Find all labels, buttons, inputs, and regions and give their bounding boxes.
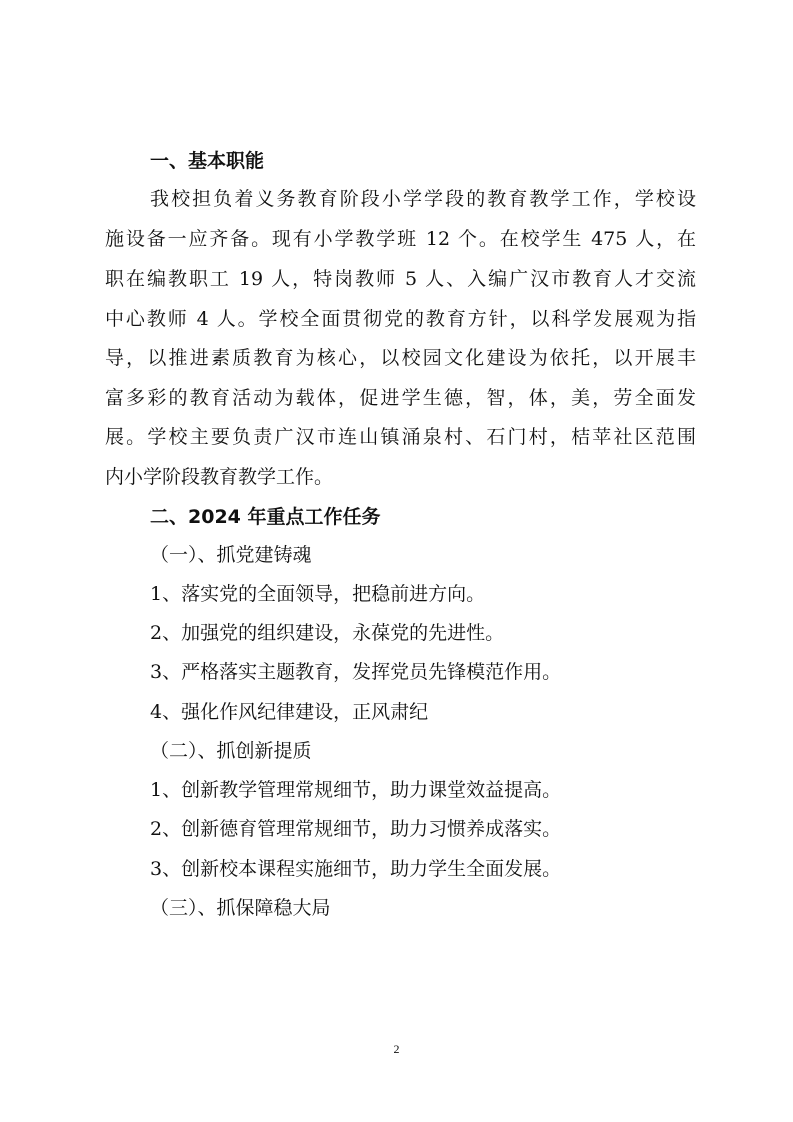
section2-heading: 二、2024 年重点工作任务 <box>150 506 381 528</box>
paragraph-line: 内小学阶段教育教学工作。 <box>105 466 334 488</box>
paragraph-line: 导，以推进素质教育为核心，以校园文化建设为依托，以开展丰 <box>105 347 696 369</box>
paragraph-line: 富多彩的教育活动为载体，促进学生德，智，体，美，劳全面发 <box>105 387 696 409</box>
list-item: 1、创新教学管理常规细节，助力课堂效益提高。 <box>150 779 562 801</box>
paragraph-line: 我校担负着义务教育阶段小学学段的教育教学工作，学校设 <box>150 188 696 210</box>
list-item: 2、创新德育管理常规细节，助力习惯养成落实。 <box>150 818 562 840</box>
list-item: 3、创新校本课程实施细节，助力学生全面发展。 <box>150 858 562 880</box>
paragraph-line: 施设备一应齐备。现有小学教学班 12 个。在校学生 475 人，在 <box>105 228 696 250</box>
page-number: 2 <box>393 1042 400 1056</box>
section1-heading: 一、基本职能 <box>150 150 265 172</box>
subsection-title: （二）、抓创新提质 <box>150 740 312 762</box>
list-item: 1、落实党的全面领导，把稳前进方向。 <box>150 583 486 605</box>
paragraph-line: 展。学校主要负责广汉市连山镇涌泉村、石门村，桔苹社区范围 <box>105 426 696 448</box>
list-item: 3、严格落实主题教育，发挥党员先锋模范作用。 <box>150 661 562 683</box>
list-item: 2、加强党的组织建设，永葆党的先进性。 <box>150 622 505 644</box>
paragraph-line: 中心教师 4 人。学校全面贯彻党的教育方针，以科学发展观为指 <box>105 308 696 330</box>
paragraph-line: 职在编教职工 19 人，特岗教师 5 人、入编广汉市教育人才交流 <box>105 268 696 290</box>
subsection-title: （一）、抓党建铸魂 <box>150 544 312 566</box>
subsection-title: （三）、抓保障稳大局 <box>150 897 331 919</box>
list-item: 4、强化作风纪律建设，正风肃纪 <box>150 701 429 723</box>
